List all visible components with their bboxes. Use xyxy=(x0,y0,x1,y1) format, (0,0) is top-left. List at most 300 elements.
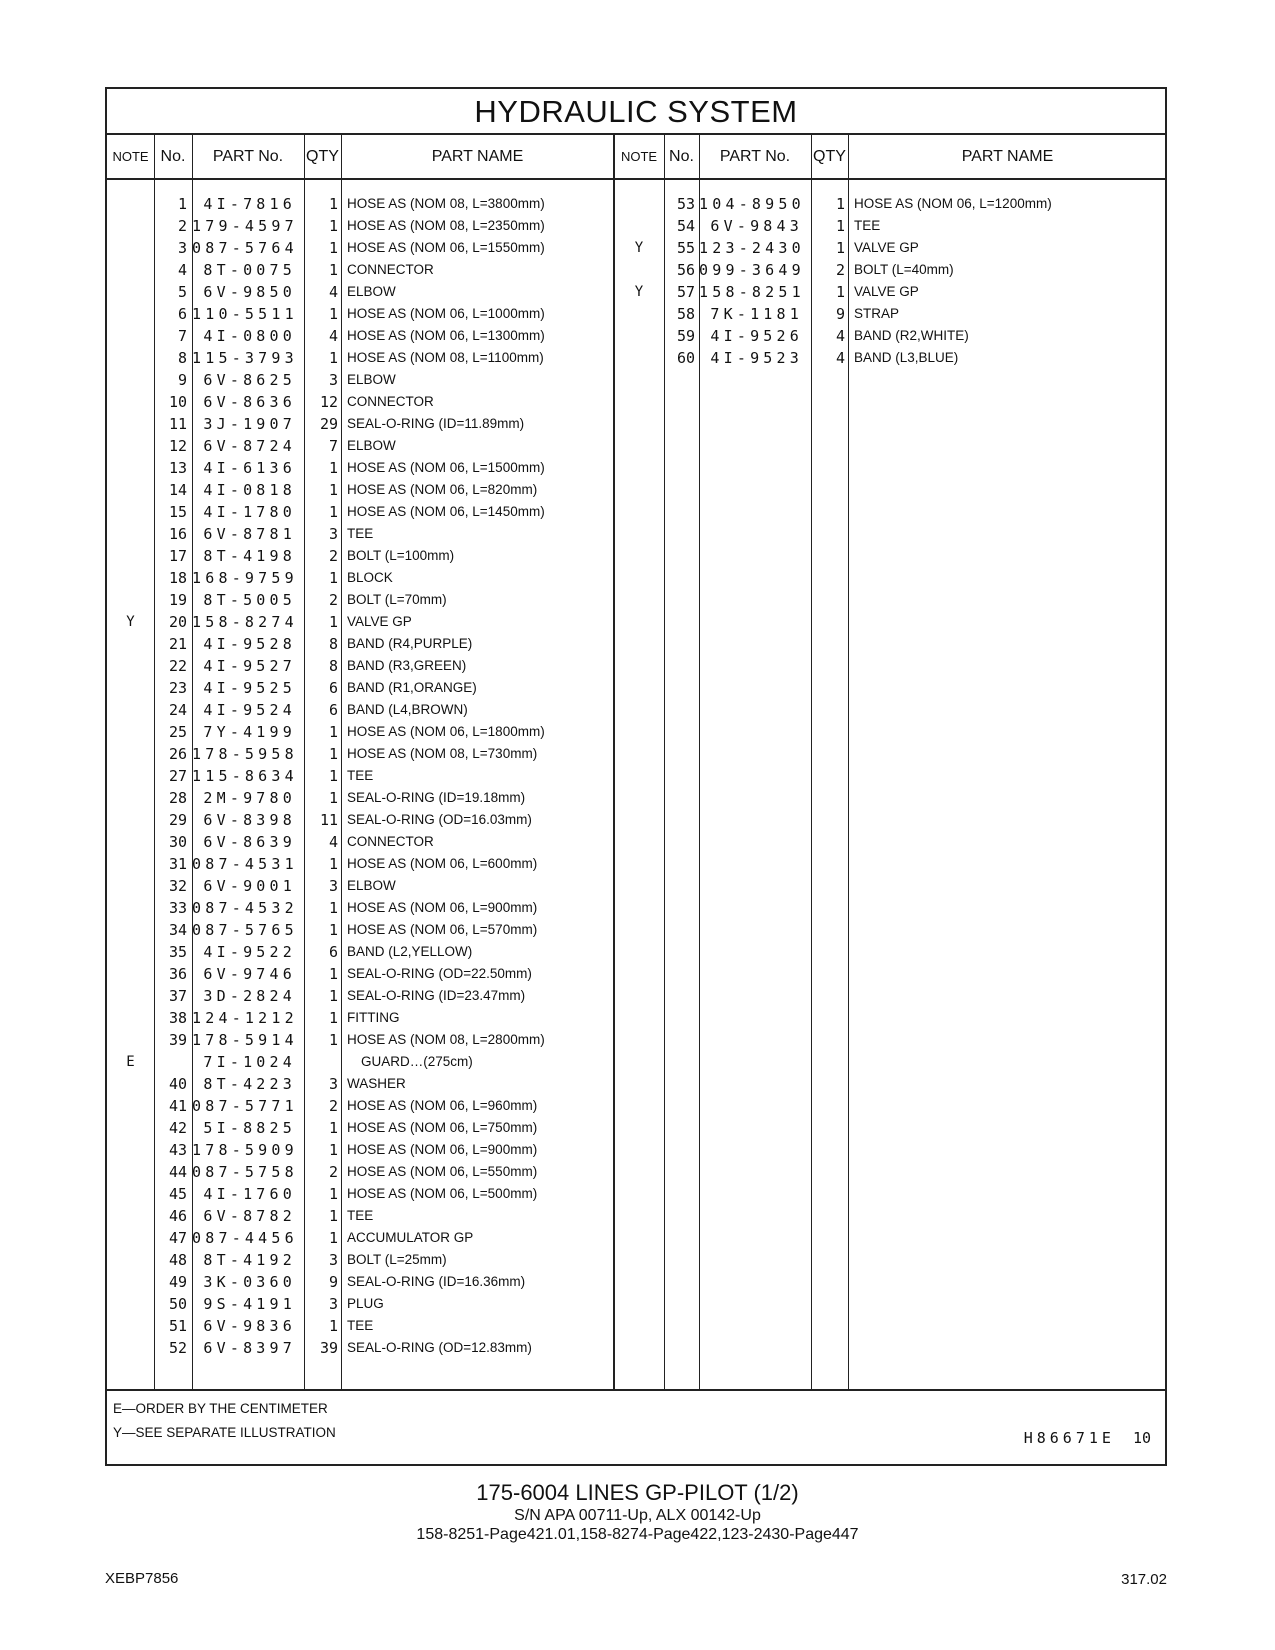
part-number: 9S-4191 xyxy=(203,1295,296,1313)
part-quantity: 9 xyxy=(328,1273,338,1291)
part-item-number: 19 xyxy=(168,591,187,609)
part-row xyxy=(107,765,1165,787)
part-name: TEE xyxy=(854,218,881,233)
part-row xyxy=(107,413,1165,435)
header-no-right: No. xyxy=(669,148,694,165)
part-item-number: 23 xyxy=(168,679,187,697)
part-name: BAND (R4,PURPLE) xyxy=(347,636,473,651)
header-part-name-right: PART NAME xyxy=(961,148,1054,165)
part-quantity: 1 xyxy=(328,1031,338,1049)
part-number: 4I-9526 xyxy=(710,327,803,345)
part-item-number: 55 xyxy=(676,239,695,257)
part-name: HOSE AS (NOM 06, L=1550mm) xyxy=(347,240,545,255)
part-item-number: 50 xyxy=(168,1295,187,1313)
part-name: HOSE AS (NOM 08, L=1100mm) xyxy=(347,350,544,365)
part-item-number: 29 xyxy=(168,811,187,829)
part-name: HOSE AS (NOM 08, L=2350mm) xyxy=(347,218,545,233)
page-number: 317.02 xyxy=(1121,1571,1167,1588)
part-item-number: 10 xyxy=(168,393,187,411)
part-name: HOSE AS (NOM 06, L=1500mm) xyxy=(347,460,545,475)
part-number: 3J-1907 xyxy=(203,415,296,433)
part-item-number: 30 xyxy=(168,833,187,851)
part-row xyxy=(107,721,1165,743)
part-quantity: 1 xyxy=(328,855,338,873)
part-row xyxy=(107,325,1165,347)
part-quantity: 1 xyxy=(328,503,338,521)
part-item-number: 3 xyxy=(177,239,187,257)
table-title: HYDRAULIC SYSTEM xyxy=(107,89,1165,135)
part-row xyxy=(107,1183,1165,1205)
part-number: 4I-9524 xyxy=(203,701,296,719)
part-name: BAND (R1,ORANGE) xyxy=(347,680,477,695)
part-name: ELBOW xyxy=(347,878,396,893)
part-row xyxy=(107,303,1165,325)
part-number: 4I-9527 xyxy=(203,657,296,675)
part-number: 4I-1760 xyxy=(203,1185,296,1203)
part-item-number: 60 xyxy=(676,349,695,367)
part-quantity: 1 xyxy=(328,987,338,1005)
part-name: BOLT (L=70mm) xyxy=(347,592,447,607)
part-quantity: 1 xyxy=(328,569,338,587)
part-number: 6V-8636 xyxy=(203,393,296,411)
part-quantity: 2 xyxy=(835,261,845,279)
part-name: HOSE AS (NOM 06, L=820mm) xyxy=(347,482,538,497)
part-quantity: 1 xyxy=(328,767,338,785)
part-number: 8T-4223 xyxy=(203,1075,296,1093)
part-name: CONNECTOR xyxy=(347,262,434,277)
part-name: SEAL-O-RING (ID=23.47mm) xyxy=(347,988,526,1003)
part-number: 3K-0360 xyxy=(203,1273,296,1291)
part-row xyxy=(107,1007,1165,1029)
part-item-number: 8 xyxy=(177,349,187,367)
part-name: FITTING xyxy=(347,1010,400,1025)
header-part-name-left: PART NAME xyxy=(431,148,524,165)
part-item-number: 59 xyxy=(676,327,695,345)
part-row xyxy=(107,193,1165,215)
part-item-number: 52 xyxy=(168,1339,187,1357)
part-item-number: 49 xyxy=(168,1273,187,1291)
part-number: 6V-8625 xyxy=(203,371,296,389)
part-quantity: 3 xyxy=(328,525,338,543)
part-number: 8T-0075 xyxy=(203,261,296,279)
part-name: PLUG xyxy=(347,1296,384,1311)
part-number: 4I-9528 xyxy=(203,635,296,653)
part-quantity: 1 xyxy=(328,349,338,367)
part-quantity: 2 xyxy=(328,591,338,609)
part-row xyxy=(107,347,1165,369)
part-number: 087-5764 xyxy=(192,239,298,257)
part-number: 4I-0800 xyxy=(203,327,296,345)
drawing-code: H86671E xyxy=(1023,1429,1115,1447)
part-quantity: 1 xyxy=(835,283,845,301)
part-row xyxy=(107,919,1165,941)
page-references: 158-8251-Page421.01,158-8274-Page422,123-2430-Page447 xyxy=(416,1526,859,1543)
part-row xyxy=(107,875,1165,897)
part-number: 3D-2824 xyxy=(203,987,296,1005)
part-quantity: 1 xyxy=(328,921,338,939)
part-name: GUARD…(275cm) xyxy=(361,1054,473,1069)
part-row xyxy=(107,369,1165,391)
part-item-number: 4 xyxy=(177,261,187,279)
part-row xyxy=(107,1271,1165,1293)
part-name: SEAL-O-RING (OD=22.50mm) xyxy=(347,966,532,981)
part-quantity: 3 xyxy=(328,1251,338,1269)
part-number: 115-8634 xyxy=(192,767,298,785)
part-quantity: 4 xyxy=(328,327,338,345)
part-name: ELBOW xyxy=(347,284,396,299)
part-name: TEE xyxy=(347,768,374,783)
part-item-number: 21 xyxy=(168,635,187,653)
part-row xyxy=(107,1073,1165,1095)
part-quantity: 1 xyxy=(328,195,338,213)
part-name: CONNECTOR xyxy=(347,394,434,409)
part-note: Y xyxy=(634,284,644,300)
part-number: 6V-9836 xyxy=(203,1317,296,1335)
part-number: 5I-8825 xyxy=(203,1119,296,1137)
part-item-number: 11 xyxy=(168,415,187,433)
part-number: 4I-9525 xyxy=(203,679,296,697)
part-name: HOSE AS (NOM 06, L=1000mm) xyxy=(347,306,545,321)
part-name: BAND (L3,BLUE) xyxy=(854,350,959,365)
part-item-number: 58 xyxy=(676,305,695,323)
part-quantity: 1 xyxy=(835,239,845,257)
part-row xyxy=(107,809,1165,831)
part-quantity: 1 xyxy=(328,1207,338,1225)
part-row xyxy=(107,435,1165,457)
part-row xyxy=(107,787,1165,809)
part-row xyxy=(107,281,1165,303)
part-row xyxy=(107,545,1165,567)
part-item-number: 56 xyxy=(676,261,695,279)
part-item-number: 25 xyxy=(168,723,187,741)
part-row xyxy=(107,1315,1165,1337)
legend-e: E—ORDER BY THE CENTIMETER xyxy=(113,1401,328,1416)
part-row xyxy=(107,1095,1165,1117)
part-number: 4I-1780 xyxy=(203,503,296,521)
part-quantity: 4 xyxy=(328,283,338,301)
part-name: HOSE AS (NOM 06, L=1300mm) xyxy=(347,328,545,343)
legend-divider xyxy=(107,1389,1165,1391)
part-number: 087-4456 xyxy=(192,1229,298,1247)
part-name: VALVE GP xyxy=(854,284,919,299)
part-item-number: 51 xyxy=(168,1317,187,1335)
part-quantity: 1 xyxy=(328,1009,338,1027)
part-name: SEAL-O-RING (OD=12.83mm) xyxy=(347,1340,532,1355)
part-row xyxy=(107,1249,1165,1271)
part-item-number: 13 xyxy=(168,459,187,477)
part-item-number: 12 xyxy=(168,437,187,455)
part-item-number: 26 xyxy=(168,745,187,763)
part-quantity: 1 xyxy=(328,1185,338,1203)
header-no-left: No. xyxy=(160,148,186,165)
part-number: 179-4597 xyxy=(192,217,298,235)
part-number: 6V-8397 xyxy=(203,1339,296,1357)
part-item-number: 37 xyxy=(168,987,187,1005)
part-quantity: 4 xyxy=(835,327,845,345)
part-row xyxy=(107,1161,1165,1183)
part-note: E xyxy=(126,1054,135,1070)
part-name: HOSE AS (NOM 06, L=570mm) xyxy=(347,922,538,937)
part-row xyxy=(107,831,1165,853)
part-name: BAND (L2,YELLOW) xyxy=(347,944,473,959)
part-number: 158-8251 xyxy=(699,283,805,301)
parts-table-frame xyxy=(105,87,1167,1466)
part-name: ACCUMULATOR GP xyxy=(347,1230,474,1245)
part-item-number: 6 xyxy=(177,305,187,323)
part-number: 158-8274 xyxy=(192,613,298,631)
part-name: SEAL-O-RING (ID=16.36mm) xyxy=(347,1274,526,1289)
part-row xyxy=(107,1117,1165,1139)
part-row xyxy=(107,479,1165,501)
part-row xyxy=(107,215,1165,237)
part-item-number: 45 xyxy=(168,1185,187,1203)
part-quantity: 1 xyxy=(328,1141,338,1159)
part-name: HOSE AS (NOM 06, L=550mm) xyxy=(347,1164,538,1179)
part-item-number: 36 xyxy=(168,965,187,983)
part-row xyxy=(107,567,1165,589)
part-number: 115-3793 xyxy=(192,349,298,367)
drawing-number: 10 xyxy=(1132,1429,1151,1447)
part-number: 8T-5005 xyxy=(203,591,296,609)
part-row xyxy=(107,589,1165,611)
part-row xyxy=(107,655,1165,677)
header-part-no-right: PART No. xyxy=(719,148,791,165)
part-row xyxy=(107,985,1165,1007)
part-row xyxy=(107,1337,1165,1359)
part-number: 168-9759 xyxy=(192,569,298,587)
part-name: HOSE AS (NOM 06, L=1200mm) xyxy=(854,196,1052,211)
part-name: TEE xyxy=(347,526,374,541)
part-quantity: 3 xyxy=(328,877,338,895)
part-item-number: 40 xyxy=(168,1075,187,1093)
part-quantity: 1 xyxy=(328,723,338,741)
part-item-number: 2 xyxy=(177,217,187,235)
publication-number: XEBP7856 xyxy=(105,1570,179,1587)
part-name: ELBOW xyxy=(347,438,396,453)
part-quantity: 1 xyxy=(328,239,338,257)
part-quantity: 2 xyxy=(328,1163,338,1181)
legend-y: Y—SEE SEPARATE ILLUSTRATION xyxy=(113,1425,336,1440)
part-quantity: 6 xyxy=(328,679,338,697)
part-item-number: 14 xyxy=(168,481,187,499)
part-item-number: 32 xyxy=(168,877,187,895)
table-header xyxy=(107,135,1165,180)
part-quantity: 1 xyxy=(328,789,338,807)
part-quantity: 12 xyxy=(319,393,338,411)
part-item-number: 16 xyxy=(168,525,187,543)
part-name: CONNECTOR xyxy=(347,834,434,849)
part-quantity: 2 xyxy=(328,1097,338,1115)
part-number: 178-5909 xyxy=(192,1141,298,1159)
part-number: 087-5758 xyxy=(192,1163,298,1181)
part-number: 087-5771 xyxy=(192,1097,298,1115)
header-part-no-left: PART No. xyxy=(212,148,284,165)
serial-range: S/N APA 00711-Up, ALX 00142-Up xyxy=(514,1507,761,1524)
part-quantity: 9 xyxy=(835,305,845,323)
part-name: HOSE AS (NOM 08, L=2800mm) xyxy=(347,1032,545,1047)
drawing-reference xyxy=(1024,1429,1151,1447)
part-quantity: 4 xyxy=(328,833,338,851)
part-quantity: 1 xyxy=(328,1119,338,1137)
part-name: BAND (R3,GREEN) xyxy=(347,658,467,673)
part-number: 104-8950 xyxy=(699,195,805,213)
part-name: WASHER xyxy=(347,1076,406,1091)
part-name: SEAL-O-RING (ID=11.89mm) xyxy=(347,416,525,431)
part-item-number: 9 xyxy=(177,371,187,389)
part-quantity: 7 xyxy=(328,437,338,455)
part-name: SEAL-O-RING (ID=19.18mm) xyxy=(347,790,526,805)
part-item-number: 35 xyxy=(168,943,187,961)
part-item-number: 5 xyxy=(177,283,187,301)
part-row xyxy=(107,1029,1165,1051)
part-number: 6V-8781 xyxy=(203,525,296,543)
part-number: 6V-8639 xyxy=(203,833,296,851)
part-item-number: 27 xyxy=(168,767,187,785)
part-item-number: 48 xyxy=(168,1251,187,1269)
part-quantity: 29 xyxy=(319,415,338,433)
part-name: BAND (L4,BROWN) xyxy=(347,702,468,717)
part-note: Y xyxy=(634,240,644,256)
part-name: TEE xyxy=(347,1208,374,1223)
part-item-number: 17 xyxy=(168,547,187,565)
part-number: 4I-6136 xyxy=(203,459,296,477)
part-quantity: 8 xyxy=(328,657,338,675)
part-quantity: 1 xyxy=(328,745,338,763)
header-note-right: NOTE xyxy=(620,149,658,164)
part-quantity: 11 xyxy=(319,811,338,829)
part-number: 6V-9843 xyxy=(710,217,803,235)
part-row xyxy=(107,699,1165,721)
part-row xyxy=(107,963,1165,985)
part-name: HOSE AS (NOM 06, L=1800mm) xyxy=(347,724,545,739)
part-row xyxy=(107,391,1165,413)
part-number: 6V-9001 xyxy=(203,877,296,895)
part-number: 6V-9746 xyxy=(203,965,296,983)
part-note: Y xyxy=(126,614,135,630)
part-quantity: 3 xyxy=(328,1075,338,1093)
part-quantity: 1 xyxy=(328,261,338,279)
part-row xyxy=(107,611,1165,633)
part-number: 087-5765 xyxy=(192,921,298,939)
part-name: HOSE AS (NOM 06, L=500mm) xyxy=(347,1186,538,1201)
part-item-number: 20 xyxy=(168,613,187,631)
part-number: 4I-7816 xyxy=(203,195,296,213)
part-number: 4I-9523 xyxy=(710,349,803,367)
part-item-number: 53 xyxy=(676,195,695,213)
part-quantity: 1 xyxy=(328,899,338,917)
part-quantity: 1 xyxy=(328,459,338,477)
part-quantity: 1 xyxy=(328,1229,338,1247)
part-number: 123-2430 xyxy=(699,239,805,257)
part-quantity: 1 xyxy=(328,481,338,499)
part-name: HOSE AS (NOM 06, L=1450mm) xyxy=(347,504,545,519)
part-quantity: 1 xyxy=(328,305,338,323)
part-number: 4I-9522 xyxy=(203,943,296,961)
part-number: 7K-1181 xyxy=(710,305,803,323)
part-item-number: 22 xyxy=(168,657,187,675)
part-number: 6V-8782 xyxy=(203,1207,296,1225)
part-row xyxy=(107,523,1165,545)
part-row xyxy=(107,1051,1165,1073)
part-quantity: 1 xyxy=(328,965,338,983)
part-item-number: 43 xyxy=(168,1141,187,1159)
part-name: BOLT (L=25mm) xyxy=(347,1252,447,1267)
part-row xyxy=(107,941,1165,963)
part-item-number: 7 xyxy=(177,327,187,345)
part-row xyxy=(107,743,1165,765)
part-item-number: 28 xyxy=(168,789,187,807)
part-quantity: 1 xyxy=(328,613,338,631)
part-quantity: 1 xyxy=(328,217,338,235)
part-item-number: 57 xyxy=(676,283,695,301)
part-number: 178-5958 xyxy=(192,745,298,763)
part-item-number: 39 xyxy=(168,1031,187,1049)
part-number: 2M-9780 xyxy=(203,789,296,807)
part-name: ELBOW xyxy=(347,372,396,387)
part-number: 7Y-4199 xyxy=(203,723,296,741)
part-name: STRAP xyxy=(854,306,900,321)
part-row xyxy=(107,1139,1165,1161)
part-row xyxy=(107,1205,1165,1227)
part-quantity: 1 xyxy=(835,195,845,213)
part-row xyxy=(107,259,1165,281)
part-quantity: 6 xyxy=(328,701,338,719)
part-name: HOSE AS (NOM 08, L=730mm) xyxy=(347,746,538,761)
part-number: 8T-4198 xyxy=(203,547,296,565)
part-quantity: 4 xyxy=(835,349,845,367)
part-item-number: 44 xyxy=(168,1163,187,1181)
part-number: 6V-8724 xyxy=(203,437,296,455)
part-quantity: 3 xyxy=(328,1295,338,1313)
part-name: HOSE AS (NOM 06, L=900mm) xyxy=(347,1142,538,1157)
part-row xyxy=(107,1293,1165,1315)
group-title: 175-6004 LINES GP-PILOT (1/2) xyxy=(476,1480,799,1505)
part-number: 087-4531 xyxy=(192,855,298,873)
part-quantity: 6 xyxy=(328,943,338,961)
part-row xyxy=(107,853,1165,875)
part-number: 6V-8398 xyxy=(203,811,296,829)
part-row xyxy=(107,677,1165,699)
part-number: 110-5511 xyxy=(192,305,298,323)
part-item-number: 54 xyxy=(676,217,695,235)
part-row xyxy=(107,633,1165,655)
part-name: HOSE AS (NOM 06, L=750mm) xyxy=(347,1120,538,1135)
part-item-number: 42 xyxy=(168,1119,187,1137)
part-number: 6V-9850 xyxy=(203,283,296,301)
part-item-number: 15 xyxy=(168,503,187,521)
part-item-number: 34 xyxy=(168,921,187,939)
part-quantity: 1 xyxy=(835,217,845,235)
part-row xyxy=(107,501,1165,523)
part-item-number: 41 xyxy=(168,1097,187,1115)
header-qty-left: QTY xyxy=(306,148,339,165)
part-number: 7I-1024 xyxy=(203,1053,296,1071)
part-row xyxy=(107,897,1165,919)
part-name: HOSE AS (NOM 06, L=900mm) xyxy=(347,900,538,915)
part-item-number: 24 xyxy=(168,701,187,719)
part-name: TEE xyxy=(347,1318,374,1333)
part-number: 4I-0818 xyxy=(203,481,296,499)
part-number: 8T-4192 xyxy=(203,1251,296,1269)
part-row xyxy=(107,457,1165,479)
part-name: BLOCK xyxy=(347,570,393,585)
part-name: VALVE GP xyxy=(347,614,412,629)
part-row xyxy=(107,1227,1165,1249)
part-number: 099-3649 xyxy=(699,261,805,279)
part-item-number: 18 xyxy=(168,569,187,587)
header-qty-right: QTY xyxy=(813,148,846,165)
part-item-number: 1 xyxy=(177,195,187,213)
